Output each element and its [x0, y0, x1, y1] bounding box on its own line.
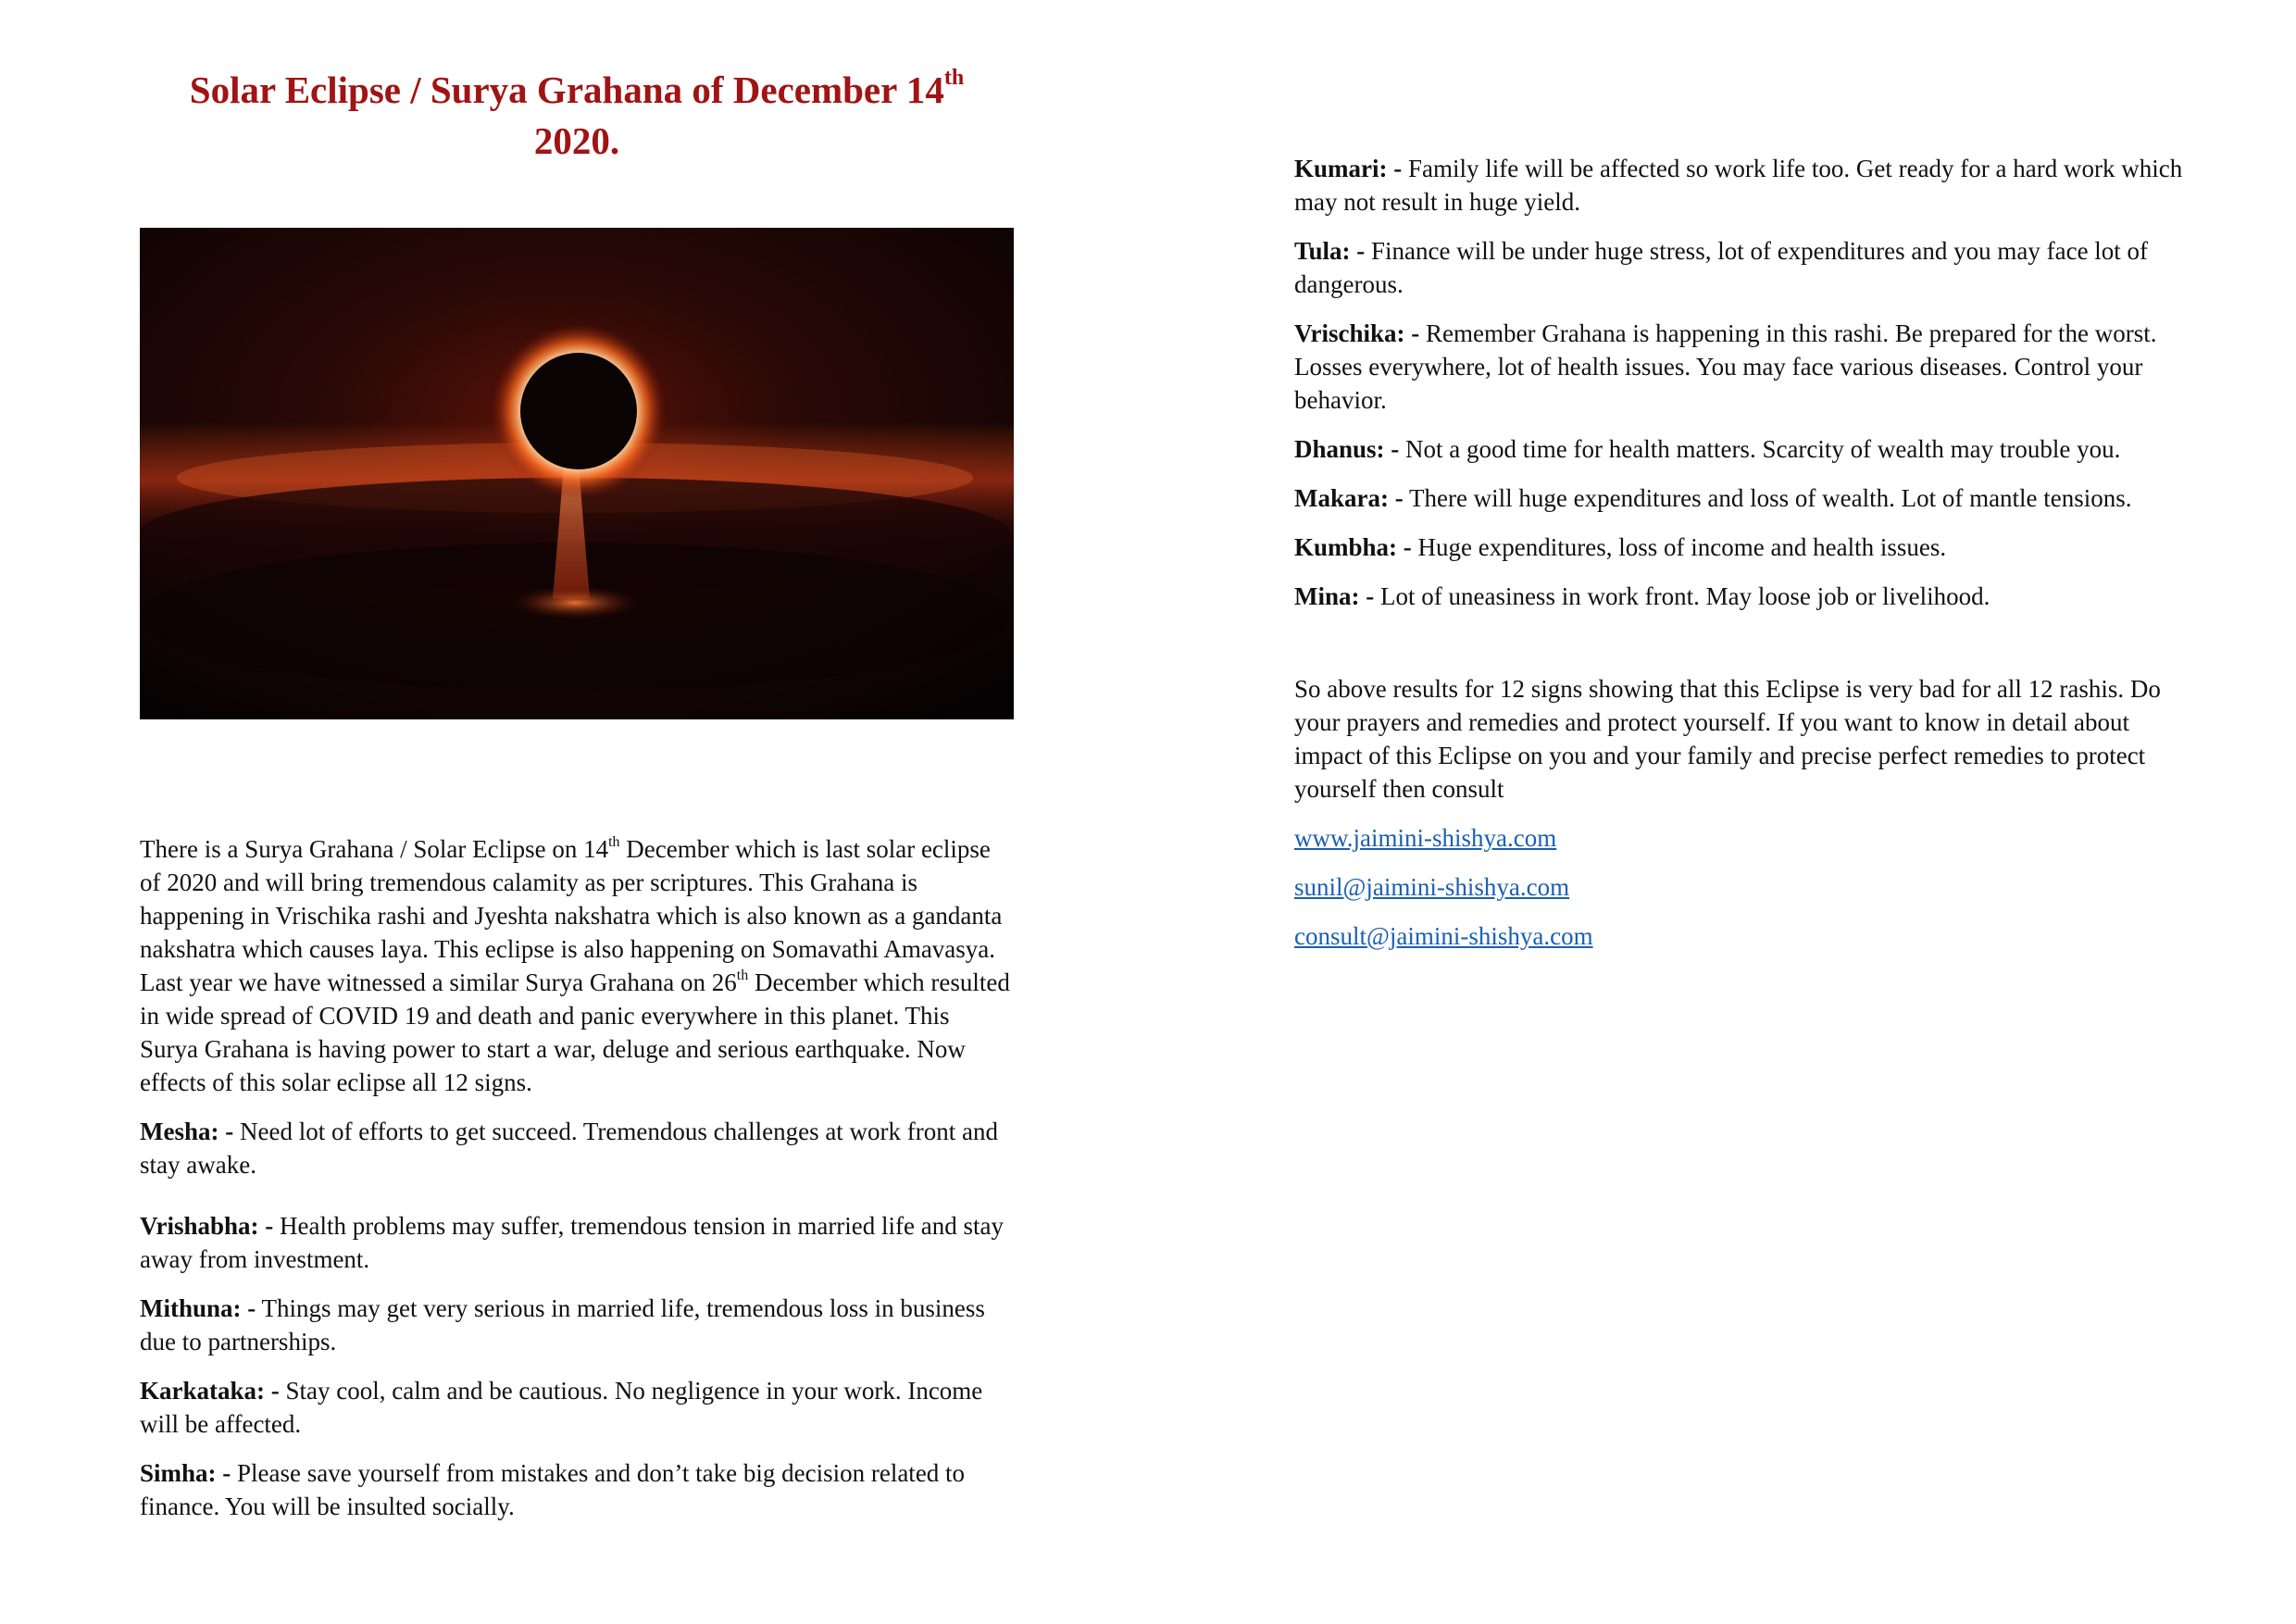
website-link[interactable]: www.jaimini-shishya.com [1294, 824, 1557, 852]
sign-name: Mithuna: - [140, 1294, 256, 1322]
email-link-row-2 [1294, 919, 2183, 953]
sign-text: Stay cool, calm and be cautious. No negligence in your work. Income will be affected. [140, 1377, 983, 1438]
summary-paragraph: So above results for 12 signs showing that this Eclipse is very bad for all 12 rashis. Do your prayers and remedies and protect yourself. If you want to know in detail about impact of this Eclipse on you and your family and precise perfect remedies to protect yourself then consult [1294, 675, 2161, 803]
sign-kumari [1294, 152, 2183, 219]
sign-text: Health problems may suffer, tremendous tension in married life and stay away from investment. [140, 1212, 1004, 1273]
email-link-row-1 [1294, 870, 2183, 904]
sign-text: Lot of uneasiness in work front. May loose job or livelihood. [1374, 582, 1990, 610]
sign-text: Need lot of efforts to get succeed. Tremendous challenges at work front and stay awake. [140, 1118, 999, 1179]
sign-text: Remember Grahana is happening in this rashi. Be prepared for the worst. Losses everywhere, lot of health issues. You may face various diseases. Control your behavior. [1294, 319, 2157, 414]
summary-block [1294, 672, 2183, 968]
title-superscript: th [943, 66, 965, 90]
intro-sup-1: th [608, 834, 620, 850]
email-link-consult[interactable]: consult@jaimini-shishya.com [1294, 922, 1593, 950]
sign-text: Not a good time for health matters. Scarcity of wealth may trouble you. [1399, 435, 2121, 463]
sign-name: Dhanus: - [1294, 435, 1400, 463]
intro-text-1: There is a Surya Grahana / Solar Eclipse on 14 [140, 835, 609, 863]
intro-text-2: December which is last solar eclipse of 2020 and will bring tremendous calamity as per scriptures. This Grahana is happening in Vrischika rashi and Jyeshta nakshatra which is also known as a gandanta nakshatra which causes laya. This eclipse is also happening on Somavathi Amavasya. Last year we have witnessed a similar Surya Grahana on 26 [140, 835, 1003, 996]
sign-name: Kumari: - [1294, 155, 1403, 182]
sign-tula [1294, 234, 2183, 301]
right-text-block [1294, 152, 2183, 629]
website-link-row [1294, 821, 2183, 855]
sign-vrishabha [140, 1209, 1014, 1276]
left-text-block [140, 832, 1014, 1539]
sign-text: Huge expenditures, loss of income and health issues. [1411, 533, 1947, 561]
sign-makara [1294, 481, 2183, 515]
solar-eclipse-image [140, 228, 1014, 719]
sign-name: Simha: - [140, 1459, 231, 1487]
sign-mina [1294, 580, 2183, 613]
sign-name: Tula: - [1294, 237, 1366, 265]
sign-text: Please save yourself from mistakes and don’t take big decision related to finance. You will be insulted socially. [140, 1459, 966, 1520]
email-link-sunil[interactable]: sunil@jaimini-shishya.com [1294, 873, 1570, 901]
sign-name: Vrishabha: - [140, 1212, 274, 1240]
intro-paragraph [140, 832, 1014, 1099]
sign-kumbha [1294, 531, 2183, 564]
intro-sup-2: th [736, 968, 749, 983]
sign-mesha [140, 1115, 1014, 1181]
sign-mithuna [140, 1292, 1014, 1358]
sign-vrischika [1294, 317, 2183, 417]
sign-simha [140, 1456, 1014, 1523]
sign-name: Karkataka: - [140, 1377, 280, 1405]
sign-dhanus [1294, 432, 2183, 466]
sign-name: Vrischika: - [1294, 319, 1420, 347]
sign-text: There will huge expenditures and loss of wealth. Lot of mantle tensions. [1403, 484, 2132, 512]
sign-text: Things may get very serious in married life, tremendous loss in business due to partnerships. [140, 1294, 985, 1355]
sign-name: Mina: - [1294, 582, 1375, 610]
intro-text-3: December which resulted in wide spread of COVID 19 and death and panic everywhere in this planet. This Surya Grahana is having power to start a war, deluge and serious earthquake. Now effects of this solar eclipse all 12 signs. [140, 968, 1010, 1096]
sign-text: Finance will be under huge stress, lot of expenditures and you may face lot of dangerous. [1294, 237, 2149, 298]
title-line1: Solar Eclipse / Surya Grahana of December 14 [189, 69, 944, 111]
sign-name: Makara: - [1294, 484, 1404, 512]
sign-name: Mesha: - [140, 1118, 234, 1145]
sign-name: Kumbha: - [1294, 533, 1412, 561]
sign-karkataka [140, 1374, 1014, 1441]
title-line2: 2020. [533, 119, 620, 162]
page-title [140, 65, 1014, 167]
sign-text: Family life will be affected so work life too. Get ready for a hard work which may not result in huge yield. [1294, 155, 2183, 216]
